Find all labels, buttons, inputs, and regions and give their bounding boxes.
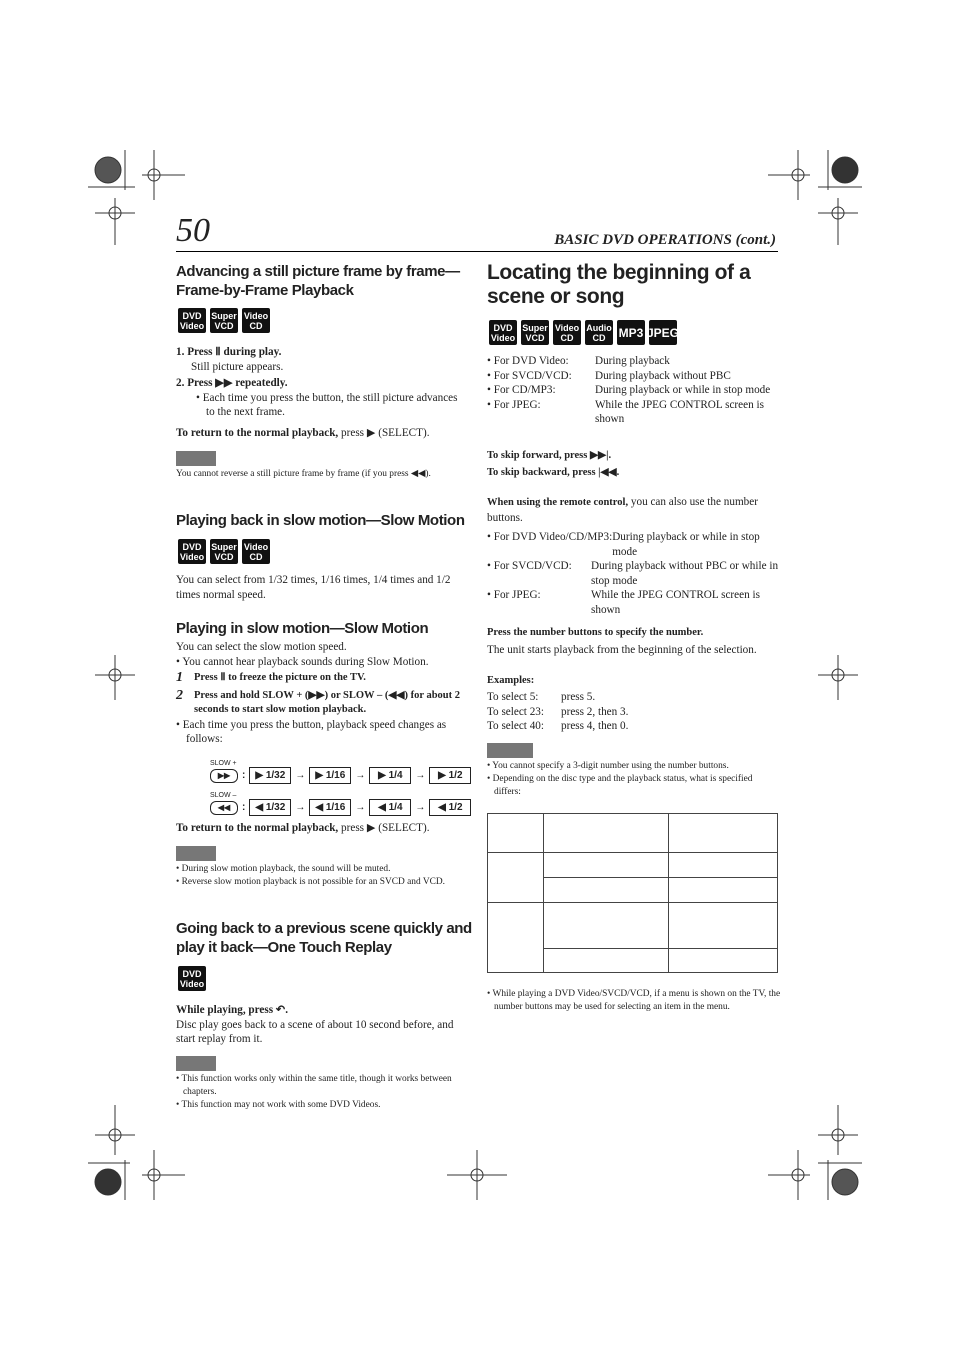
speed-box: ▶ 1/32	[249, 767, 291, 784]
condition-row: • For CD/MP3: During playback or while in stop mode	[487, 383, 777, 398]
video-cd-badge: Video CD	[242, 539, 270, 564]
return-label: To return to the normal playback,	[176, 426, 339, 439]
slow-plus-label: SLOW +	[210, 760, 237, 767]
slow-minus-label: SLOW –	[210, 792, 237, 799]
slow2-notes	[176, 863, 468, 889]
examples-list	[487, 690, 777, 734]
condition-row: • For JPEG: While the JPEG CONTROL screen is shown	[487, 398, 777, 427]
mp3-badge: MP3	[617, 320, 645, 345]
replay-text: Disc play goes back to a scene of about 10 second before, and start replay from it.	[176, 1018, 454, 1045]
speed-box: ◀ 1/2	[429, 799, 471, 816]
step-number: 2.	[176, 377, 185, 389]
table-cell	[669, 949, 778, 973]
locate-badges	[489, 320, 680, 345]
slow2-body	[176, 640, 468, 747]
table-cell	[544, 903, 669, 949]
slow-heading: Playing back in slow motion—Slow Motion	[176, 512, 465, 529]
replay-instruction: While playing, press ↶.	[176, 1004, 289, 1016]
note-label-bar	[176, 846, 216, 861]
slow2-return: To return to the normal playback, press ▶ (SELECT).	[176, 822, 430, 834]
replay-body	[176, 1003, 466, 1047]
table-cell	[544, 878, 669, 903]
speed-box: ▶ 1/2	[429, 767, 471, 784]
replay-notes	[176, 1073, 468, 1112]
example-row: To select 5: press 5.	[487, 691, 596, 703]
table-cell	[669, 903, 778, 949]
condition-row: • For DVD Video/CD/MP3: During playback or while in stop mode	[487, 530, 779, 559]
locate-heading: Locating the beginning of a scene or song	[487, 261, 751, 308]
audio-cd-badge: Audio CD	[585, 320, 613, 345]
dvd-video-badge: DVD Video	[178, 966, 206, 991]
example-row: To select 40: press 4, then 0.	[487, 720, 629, 732]
table-cell	[544, 853, 669, 878]
note-item: • Reverse slow motion playback is not possible for an SVCD and VCD.	[176, 876, 468, 889]
table-cell	[544, 814, 669, 853]
skip-forward: To skip forward, press ▶▶|.	[487, 450, 612, 461]
slow2-step2: 2 Press and hold SLOW + (▶▶) or SLOW – (◀◀) for about 2 seconds to start slow motion playback.	[176, 687, 461, 715]
dvd-video-badge: DVD Video	[178, 539, 206, 564]
video-cd-badge: Video CD	[242, 308, 270, 333]
header-rule	[176, 251, 778, 252]
skip-backward: To skip backward, press |◀◀.	[487, 467, 620, 478]
frame-note: You cannot reverse a still picture frame by frame (if you press ◀◀).	[176, 469, 431, 479]
note-item: • You cannot specify a 3-digit number using the number buttons.	[487, 760, 779, 773]
condition-row: • For DVD Video: During playback	[487, 354, 777, 369]
speed-box: ▶ 1/4	[369, 767, 411, 784]
note-label-bar	[487, 743, 533, 758]
running-head: BASIC DVD OPERATIONS (cont.)	[554, 232, 776, 248]
frame-badges	[178, 308, 270, 333]
step-sub: • Each time you press the button, the still picture advances to the next frame.	[176, 391, 466, 420]
page-number: 50	[176, 212, 210, 249]
press-number-body: The unit starts playback from the beginning of the selection.	[487, 644, 757, 656]
dvd-video-badge: DVD Video	[178, 308, 206, 333]
step-text: Press Ⅱ during play.	[187, 346, 282, 358]
slow-plus-row: SLOW + ▶▶ : ▶ 1/32 → ▶ 1/16 → ▶ 1/4 → ▶ 1/2	[210, 760, 471, 784]
replay-heading: Going back to a previous scene quickly and play it back—One Touch Replay	[176, 920, 472, 956]
step-text: Press ▶▶ repeatedly.	[187, 377, 288, 389]
slow2-heading: Playing in slow motion—Slow Motion	[176, 620, 429, 637]
table-cell	[488, 853, 544, 903]
step-sub: Still picture appears.	[191, 360, 284, 373]
slow2-step1: 1 Press Ⅱ to freeze the picture on the TV.	[176, 670, 366, 685]
step-number: 1.	[176, 346, 185, 358]
table-cell	[488, 814, 544, 853]
conditions2-list	[487, 530, 779, 617]
slow2-bullet: • You cannot hear playback sounds during Slow Motion.	[176, 655, 468, 670]
slow2-bullet: • Each time you press the button, playback speed changes as follows:	[176, 718, 468, 747]
speed-box: ◀ 1/16	[309, 799, 351, 816]
conditions-list	[487, 354, 777, 427]
table-cell	[669, 878, 778, 903]
note-label-bar	[176, 451, 216, 466]
replay-badges	[178, 966, 206, 991]
slow-minus-button-icon: ◀◀	[210, 801, 238, 815]
note-item: • Depending on the disc type and the playback status, what is specified differs:	[487, 773, 779, 799]
return-text: press ▶ (SELECT).	[341, 426, 430, 439]
remote-text: When using the remote control, you can also use the number buttons.	[487, 496, 758, 524]
condition-row: • For SVCD/VCD: During playback without PBC or while in stop mode	[487, 559, 779, 588]
video-cd-badge: Video CD	[553, 320, 581, 345]
table-cell	[544, 949, 669, 973]
table-cell	[669, 814, 778, 853]
jpeg-badge: JPEG	[649, 320, 677, 345]
final-note: • While playing a DVD Video/SVCD/VCD, if a menu is shown on the TV, the number buttons may be used for selecting an item in the menu.	[487, 988, 784, 1014]
slow-minus-row: SLOW – ◀◀ : ◀ 1/32 → ◀ 1/16 → ◀ 1/4 → ◀ 1/2	[210, 792, 471, 816]
slow2-line: You can select the slow motion speed.	[176, 641, 347, 653]
example-row: To select 23: press 2, then 3.	[487, 705, 629, 718]
note-item: • This function works only within the same title, though it works between chapters.	[176, 1073, 468, 1099]
dvd-video-badge: DVD Video	[489, 320, 517, 345]
speed-box: ◀ 1/4	[369, 799, 411, 816]
speed-box: ◀ 1/32	[249, 799, 291, 816]
examples-label: Examples:	[487, 675, 535, 686]
note-item: • During slow motion playback, the sound will be muted.	[176, 863, 468, 876]
condition-row: • For SVCD/VCD: During playback without PBC	[487, 369, 777, 384]
note-item: • This function may not work with some DVD Videos.	[176, 1099, 468, 1112]
speed-box: ▶ 1/16	[309, 767, 351, 784]
table-cell	[488, 903, 544, 973]
super-vcd-badge: Super VCD	[521, 320, 549, 345]
spec-table	[487, 813, 778, 973]
super-vcd-badge: Super VCD	[210, 539, 238, 564]
frame-steps	[176, 345, 466, 440]
slow-intro: You can select from 1/32 times, 1/16 times, 1/4 times and 1/2 times normal speed.	[176, 574, 451, 601]
frame-heading: Advancing a still picture frame by frame—Frame-by-Frame Playback	[176, 263, 460, 299]
super-vcd-badge: Super VCD	[210, 308, 238, 333]
locate-notes	[487, 760, 779, 799]
note-label-bar	[176, 1056, 216, 1071]
table-cell	[669, 853, 778, 878]
slow-plus-button-icon: ▶▶	[210, 769, 238, 783]
slow-badges	[178, 539, 270, 564]
press-number-instruction: Press the number buttons to specify the number.	[487, 627, 704, 638]
condition-row: • For JPEG: While the JPEG CONTROL screen is shown	[487, 588, 779, 617]
